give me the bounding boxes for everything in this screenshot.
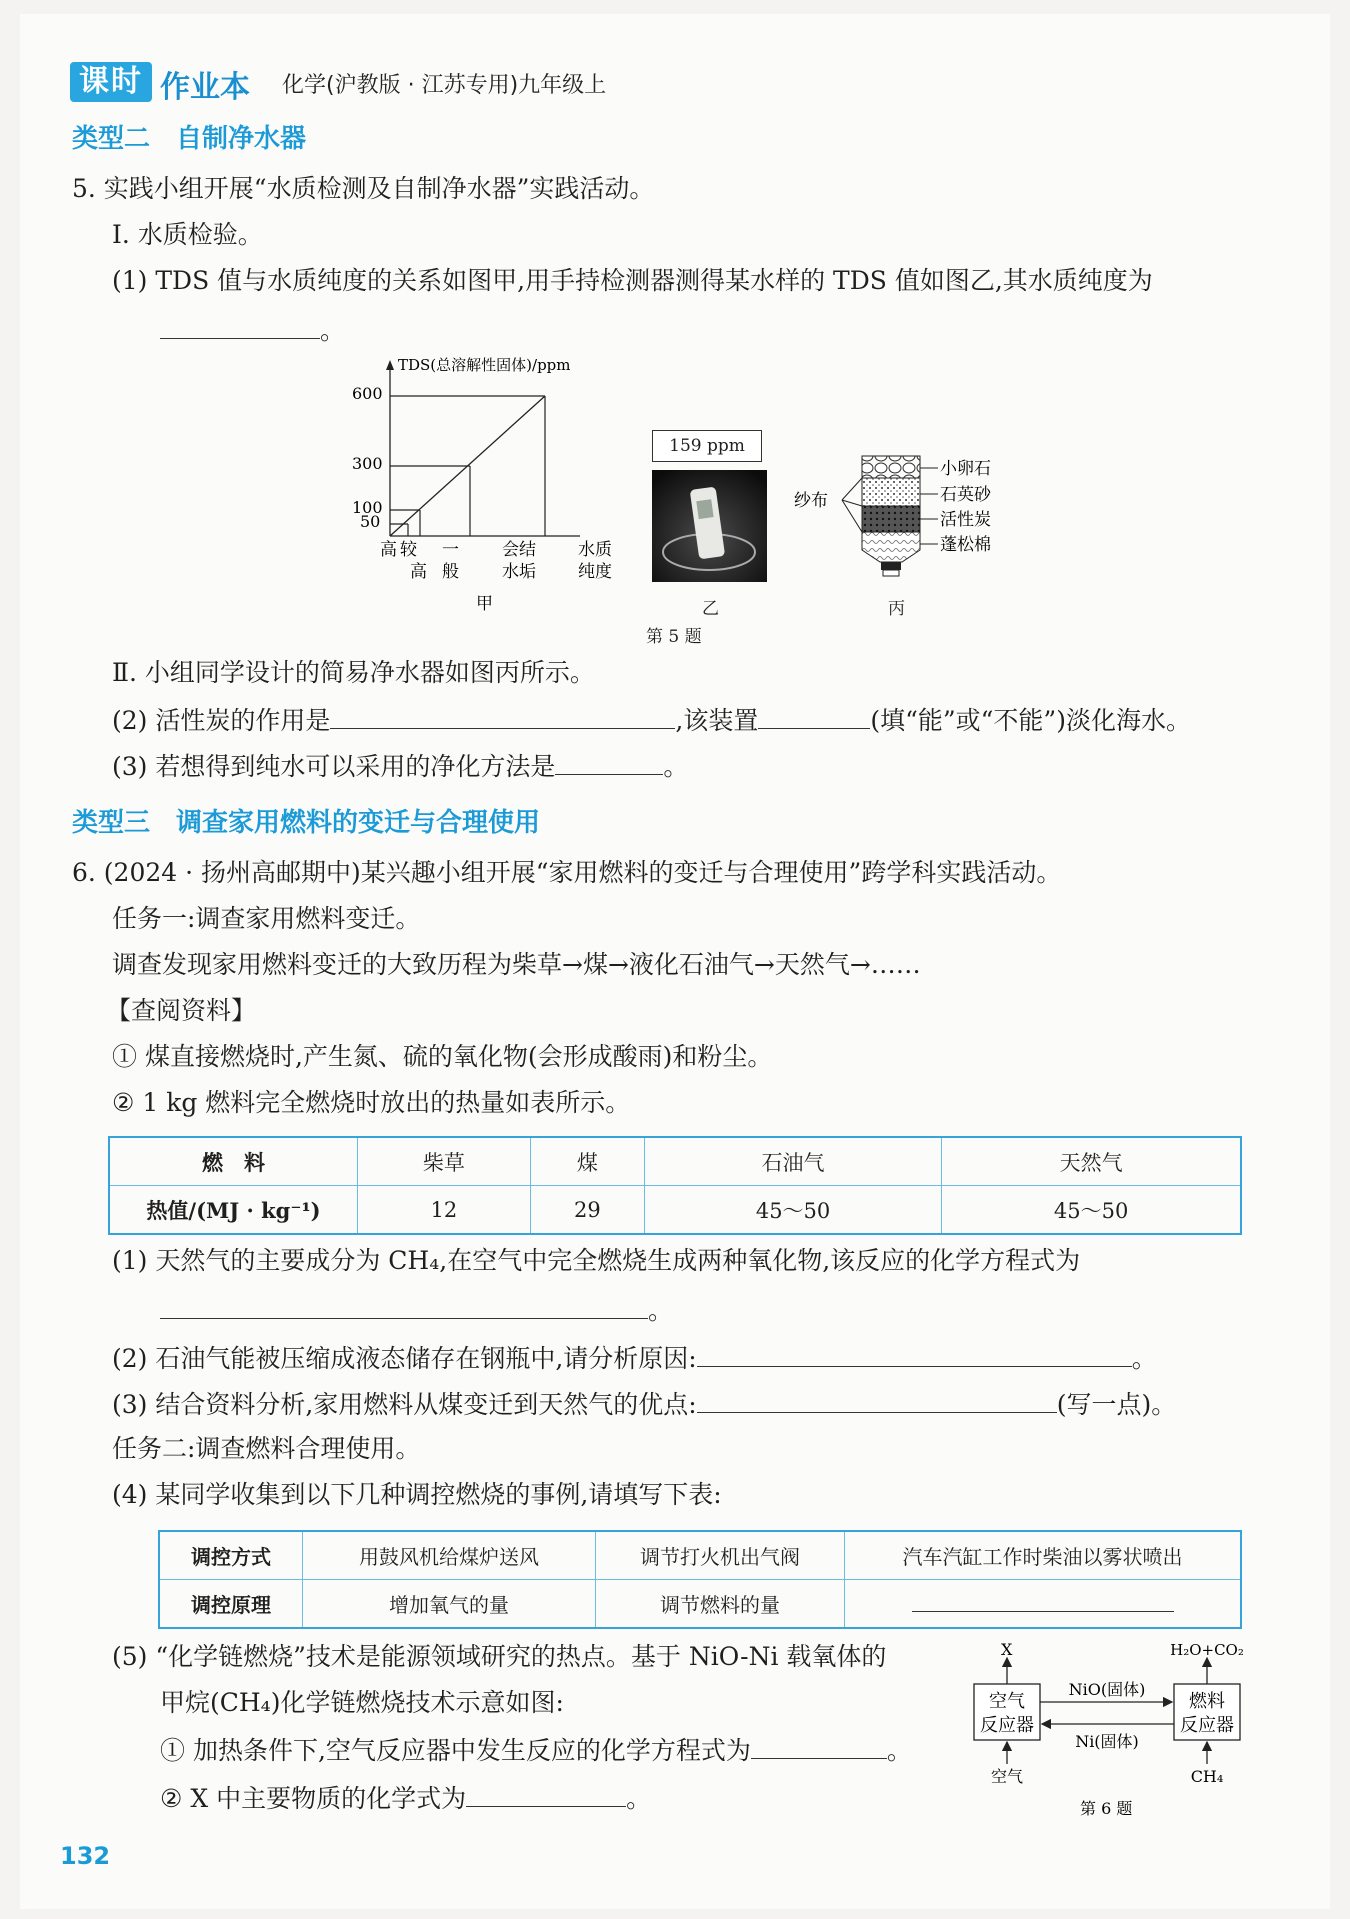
table-header-cell: 燃 料 — [109, 1137, 358, 1186]
table-cell — [845, 1580, 1242, 1629]
combustion-control-table — [158, 1530, 1242, 1629]
table-header-cell: 石油气 — [644, 1137, 941, 1186]
q6-ref1: ① 煤直接燃烧时,产生氮、硫的氧化物(会形成酸雨)和粉尘。 — [112, 1042, 773, 1071]
ni-label: Ni(固体) — [1075, 1732, 1139, 1751]
air-in-label: 空气 — [990, 1767, 1024, 1786]
table-row — [109, 1186, 1241, 1235]
punct: 。 — [663, 752, 689, 781]
q6-task1: 任务一:调查家用燃料变迁。 — [112, 904, 421, 933]
table-row-label: 热值/(MJ · kg⁻¹) — [109, 1186, 358, 1235]
label-cotton: 蓬松棉 — [940, 535, 991, 555]
q6-s3 — [112, 1386, 1176, 1422]
chemical-looping-diagram — [960, 1640, 1250, 1820]
y-axis-label: TDS(总溶解性固体)/ppm — [398, 356, 571, 374]
answer-blank[interactable] — [160, 1292, 648, 1319]
x-cat-yi: 一 — [442, 540, 459, 560]
q6-s2 — [112, 1340, 1157, 1376]
x-cat-huijie: 会结 — [502, 540, 536, 560]
cotton-layer — [862, 532, 920, 562]
meter-screen — [696, 499, 713, 519]
fuel-reactor-label-2: 反应器 — [1180, 1715, 1234, 1736]
q6-task2: 任务二:调查燃料合理使用。 — [112, 1434, 421, 1463]
purifier-cap — [883, 570, 899, 576]
x-cat-shuigou: 水垢 — [502, 562, 536, 582]
q5-sub3-text: (3) 若想得到纯水可以采用的净化方法是 — [112, 752, 556, 781]
page-number: 132 — [60, 1842, 111, 1870]
q5-sub3 — [112, 748, 688, 784]
q6-s1-line — [160, 1292, 673, 1328]
air-reactor-label-1: 空气 — [989, 1691, 1025, 1712]
answer-blank[interactable] — [330, 702, 675, 729]
table-cell: 12 — [358, 1186, 531, 1235]
y-tick-100: 100 — [352, 498, 383, 517]
q6-s1: (1) 天然气的主要成分为 CH₄,在空气中完全燃烧生成两种氧化物,该反应的化学方程式为 — [112, 1246, 1081, 1275]
x-axis-label-1: 水质 — [578, 540, 612, 560]
y-tick-50: 50 — [360, 512, 381, 531]
table-row-label: 调控原理 — [159, 1580, 303, 1629]
section-title-2: 类型二 自制净水器 — [72, 124, 307, 154]
nio-label: NiO(固体) — [1068, 1680, 1146, 1699]
q5-sub1: (1) TDS 值与水质纯度的关系如图甲,用手持检测器测得某水样的 TDS 值如图乙,其水质纯度为 — [112, 266, 1153, 295]
purifier-nozzle — [881, 562, 901, 570]
table-cell: 45～50 — [644, 1186, 941, 1235]
q6-ref-title: 【查阅资料】 — [106, 996, 257, 1025]
x-cat-ban: 般 — [442, 562, 459, 582]
quartz-sand-layer — [862, 478, 920, 506]
y-tick-600: 600 — [352, 384, 383, 403]
q5-sub2-text-a: (2) 活性炭的作用是 — [112, 706, 331, 735]
fig6-caption: 第 6 题 — [1080, 1799, 1133, 1818]
water-purifier-diagram — [790, 450, 1030, 595]
table-header-row — [109, 1137, 1241, 1186]
table-cell: 调节燃料的量 — [596, 1580, 845, 1629]
q6-s4: (4) 某同学收集到以下几种调控燃烧的事例,请填写下表: — [112, 1480, 722, 1509]
ch4-in-label: CH₄ — [1190, 1767, 1224, 1786]
punct: 。 — [648, 1296, 674, 1325]
fuel-heat-table — [108, 1136, 1242, 1235]
answer-blank[interactable] — [758, 702, 870, 729]
x-cat-gao: 高 — [380, 540, 397, 560]
answer-blank[interactable] — [912, 1591, 1174, 1612]
q5-sub2-text-c: (填“能”或“不能”)淡化海水。 — [870, 706, 1191, 735]
x-cat-gao2: 高 — [410, 562, 427, 582]
label-carbon: 活性炭 — [940, 510, 991, 530]
fig-label-bing: 丙 — [888, 599, 905, 619]
x-cat-jiao: 较 — [400, 540, 417, 560]
q5-sub2 — [112, 702, 1191, 738]
answer-blank[interactable] — [160, 312, 320, 339]
q5-stem: 5. 实践小组开展“水质检测及自制净水器”实践活动。 — [72, 174, 655, 203]
leader-gauze-1 — [842, 478, 862, 500]
book-subject: 化学(沪教版 · 江苏专用)九年级上 — [282, 73, 607, 98]
table-cell: 29 — [530, 1186, 644, 1235]
q6-s5-2 — [160, 1780, 651, 1816]
brand-logo: 课时 — [70, 62, 152, 102]
q6-s5-a: (5) “化学链燃烧”技术是能源领域研究的热点。基于 NiO-Ni 载氧体的 — [112, 1642, 887, 1671]
answer-blank[interactable] — [697, 1340, 1132, 1367]
tds-chart — [340, 356, 640, 616]
punct: 。 — [320, 316, 346, 345]
table-header-cell: 天然气 — [942, 1137, 1241, 1186]
table-header-cell: 煤 — [530, 1137, 644, 1186]
q6-ref2: ② 1 kg 燃料完全燃烧时放出的热量如表所示。 — [112, 1088, 631, 1117]
table-row — [159, 1580, 1241, 1629]
x-label: X — [1001, 1640, 1013, 1659]
fuel-reactor-label-1: 燃料 — [1189, 1691, 1225, 1712]
label-sand: 石英砂 — [940, 485, 991, 505]
brand-name: 作业本 — [160, 70, 250, 105]
punct: 。 — [886, 1736, 912, 1765]
answer-blank[interactable] — [555, 748, 663, 775]
section-title-3: 类型三 调查家用燃料的变迁与合理使用 — [72, 808, 541, 838]
table-header-cell: 柴草 — [358, 1137, 531, 1186]
y-axis-arrow — [386, 360, 394, 370]
q5-part2: Ⅱ. 小组同学设计的简易净水器如图丙所示。 — [112, 658, 595, 687]
y-tick-300: 300 — [352, 454, 383, 473]
q5-sub2-text-b: ,该装置 — [675, 706, 759, 735]
table-cell: 汽车汽缸工作时柴油以雾状喷出 — [845, 1531, 1242, 1580]
activated-carbon-layer — [862, 506, 920, 532]
tds-plot — [390, 396, 545, 536]
table-cell: 增加氧气的量 — [303, 1580, 596, 1629]
fig-label-jia: 甲 — [476, 594, 493, 614]
label-pebble: 小卵石 — [940, 459, 991, 479]
table-row — [159, 1531, 1241, 1580]
table-cell: 调节打火机出气阀 — [596, 1531, 845, 1580]
fig5-caption: 第 5 题 — [646, 627, 702, 647]
punct: 。 — [626, 1784, 652, 1813]
q6-stem: 6. (2024 · 扬州高邮期中)某兴趣小组开展“家用燃料的变迁与合理使用”跨学科实践活动。 — [72, 858, 1062, 887]
pebble-layer — [862, 456, 920, 478]
answer-blank[interactable] — [466, 1780, 626, 1807]
fig-label-yi: 乙 — [702, 599, 719, 619]
q6-s3-end: (写一点)。 — [1056, 1390, 1177, 1419]
q5-sub1-line — [160, 312, 345, 348]
q6-s5-1-text: ① 加热条件下,空气反应器中发生反应的化学方程式为 — [160, 1736, 751, 1765]
q6-s3-text: (3) 结合资料分析,家用燃料从煤变迁到天然气的优点: — [112, 1390, 697, 1419]
air-reactor-label-2: 反应器 — [980, 1715, 1034, 1736]
tds-meter-photo — [652, 470, 767, 582]
q6-s5-2-text: ② X 中主要物质的化学式为 — [160, 1784, 467, 1813]
punct: 。 — [1131, 1344, 1157, 1373]
tds-reading-box: 159 ppm — [652, 430, 762, 462]
answer-blank[interactable] — [751, 1732, 887, 1759]
q6-history: 调查发现家用燃料变迁的大致历程为柴草→煤→液化石油气→天然气→…… — [112, 950, 921, 979]
products-label: H₂O+CO₂ — [1170, 1641, 1244, 1659]
answer-blank[interactable] — [697, 1386, 1057, 1413]
q6-s2-text: (2) 石油气能被压缩成液态储存在钢瓶中,请分析原因: — [112, 1344, 697, 1373]
q6-s5-b: 甲烷(CH₄)化学链燃烧技术示意如图: — [160, 1688, 564, 1717]
q6-s5-1 — [160, 1732, 912, 1768]
q5-part1: Ⅰ. 水质检验。 — [112, 220, 263, 249]
x-axis-label-2: 纯度 — [578, 562, 612, 582]
table-row-label: 调控方式 — [159, 1531, 303, 1580]
table-cell: 45～50 — [942, 1186, 1241, 1235]
label-gauze: 纱布 — [794, 491, 828, 511]
table-cell: 用鼓风机给煤炉送风 — [303, 1531, 596, 1580]
